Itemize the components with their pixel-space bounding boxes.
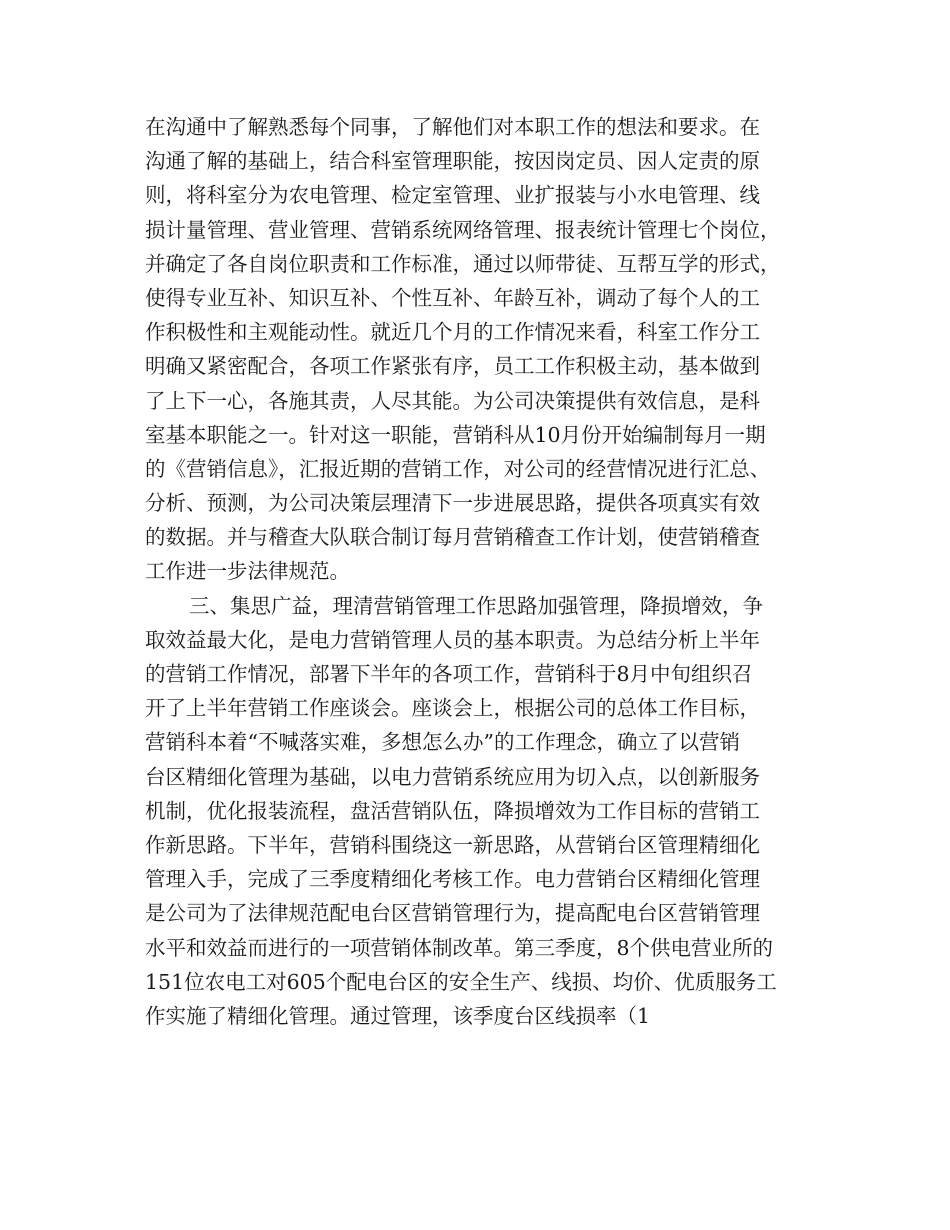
text-line: 的《营销信息》，汇报近期的营销工作，对公司的经营情况进行汇总、 <box>145 456 771 481</box>
text-line: 室基本职能之一。针对这一职能，营销科从10月份开始编制每月一期 <box>145 422 766 447</box>
text-line: 营销科本着“不喊落实难，多想怎么办”的工作理念，确立了以营销 <box>145 730 740 755</box>
text-line: 明确又紧密配合，各项工作紧张有序，员工工作积极主动，基本做到 <box>145 354 760 379</box>
text-line: 开了上半年营销工作座谈会。座谈会上，根据公司的总体工作目标， <box>145 696 760 721</box>
text-line: 是公司为了法律规范配电台区营销管理行为，提高配电台区营销管理 <box>145 901 760 926</box>
text-line: 151位农电工对605个配电台区的安全生产、线损、均价、优质服务工 <box>145 969 777 994</box>
text-line: 作新思路。下半年，营销科围绕这一新思路，从营销台区管理精细化 <box>145 832 760 857</box>
text-line: 的营销工作情况，部署下半年的各项工作，营销科于8月中旬组织召 <box>145 662 753 686</box>
paragraph-1 <box>145 110 825 589</box>
text-line: 作实施了精细化管理。通过管理，该季度台区线损率（1 <box>145 1003 651 1028</box>
text-line: 则，将科室分为农电管理、检定室管理、业扩报装与小水电管理、线 <box>145 183 760 208</box>
text-line: 管理入手，完成了三季度精细化考核工作。电力营销台区精细化管理 <box>145 867 760 892</box>
text-line: 在沟通中了解熟悉每个同事，了解他们对本职工作的想法和要求。在 <box>145 115 760 139</box>
text-line: 使得专业互补、知识互补、个性互补、年龄互补，调动了每个人的工 <box>145 285 760 310</box>
text-line: 台区精细化管理为基础，以电力营销系统应用为切入点，以创新服务 <box>145 764 760 789</box>
text-line: 作积极性和主观能动性。就近几个月的工作情况来看，科室工作分工 <box>145 320 760 345</box>
text-line: 水平和效益而进行的一项营销体制改革。第三季度，8个供电营业所的 <box>145 935 774 960</box>
document-body <box>145 110 825 1033</box>
text-line: 取效益最大化，是电力营销管理人员的基本职责。为总结分析上半年 <box>145 627 760 652</box>
text-line: 损计量管理、营业管理、营销系统网络管理、报表统计管理七个岗位， <box>145 217 781 242</box>
text-line: 并确定了各自岗位职责和工作标准，通过以师带徒、互帮互学的形式， <box>145 251 781 276</box>
text-line: 的数据。并与稽查大队联合制订每月营销稽查工作计划，使营销稽查 <box>145 525 760 550</box>
text-line: 机制，优化报装流程，盘活营销队伍，降损增效为工作目标的营销工 <box>145 798 760 823</box>
text-line: 了上下一心，各施其责，人尽其能。为公司决策提供有效信息，是科 <box>145 388 760 413</box>
text-line: 分析、预测，为公司决策层理清下一步进展思路，提供各项真实有效 <box>145 491 760 516</box>
paragraph-2 <box>145 589 825 1033</box>
text-line: 沟通了解的基础上，结合科室管理职能，按因岗定员、因人定责的原 <box>145 149 760 174</box>
text-line: 三、集思广益，理清营销管理工作思路加强管理，降损增效，争 <box>189 593 763 618</box>
text-line: 工作进一步法律规范。 <box>145 559 350 584</box>
